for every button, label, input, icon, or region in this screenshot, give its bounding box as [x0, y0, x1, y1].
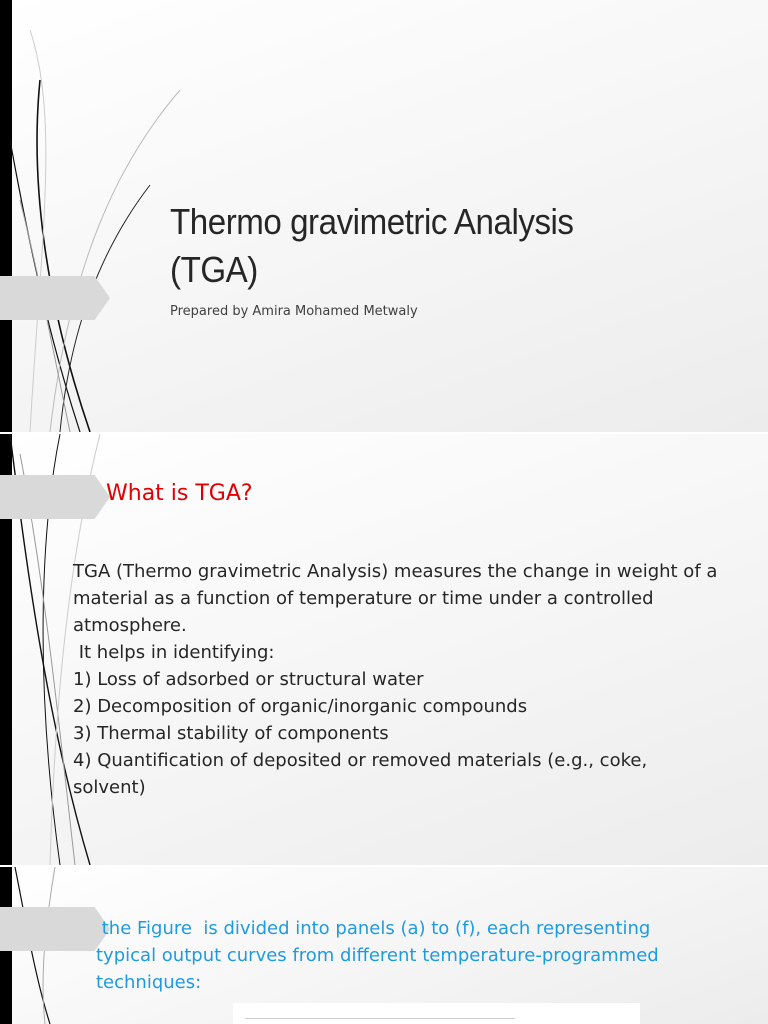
section-heading: What is TGA?: [106, 481, 253, 506]
body-line: TGA (Thermo gravimetric Analysis) measures the change in weight of a: [73, 561, 718, 582]
body-line: 1) Loss of adsorbed or structural water: [73, 669, 424, 690]
title-line-1: Thermo gravimetric Analysis: [170, 201, 574, 242]
body-line: solvent): [73, 777, 146, 798]
body-line: 3) Thermal stability of components: [73, 723, 389, 744]
body-line: It helps in identifying:: [73, 642, 275, 663]
description-line: the Figure is divided into panels (a) to (f), each representing: [96, 918, 651, 939]
body-line: 4) Quantification of deposited or removed materials (e.g., coke,: [73, 750, 648, 771]
slide-title: [170, 198, 685, 294]
figure-image: [233, 1003, 640, 1024]
figure-description: [96, 915, 736, 996]
title-slide: [0, 0, 768, 432]
body-text: [73, 558, 753, 801]
body-line: 2) Decomposition of organic/inorganic compounds: [73, 696, 528, 717]
arrow-tab: [0, 475, 110, 519]
arrow-tab: [0, 276, 110, 320]
figure-line: [245, 1018, 515, 1019]
slide-subtitle: Prepared by Amira Mohamed Metwaly: [170, 304, 418, 319]
description-line: typical output curves from different temperature-programmed: [96, 945, 659, 966]
description-line: techniques:: [96, 972, 202, 993]
arrow-tab: [0, 907, 110, 951]
title-line-2: (TGA): [170, 249, 258, 290]
body-line: atmosphere.: [73, 615, 187, 636]
body-line: material as a function of temperature or time under a controlled: [73, 588, 654, 609]
